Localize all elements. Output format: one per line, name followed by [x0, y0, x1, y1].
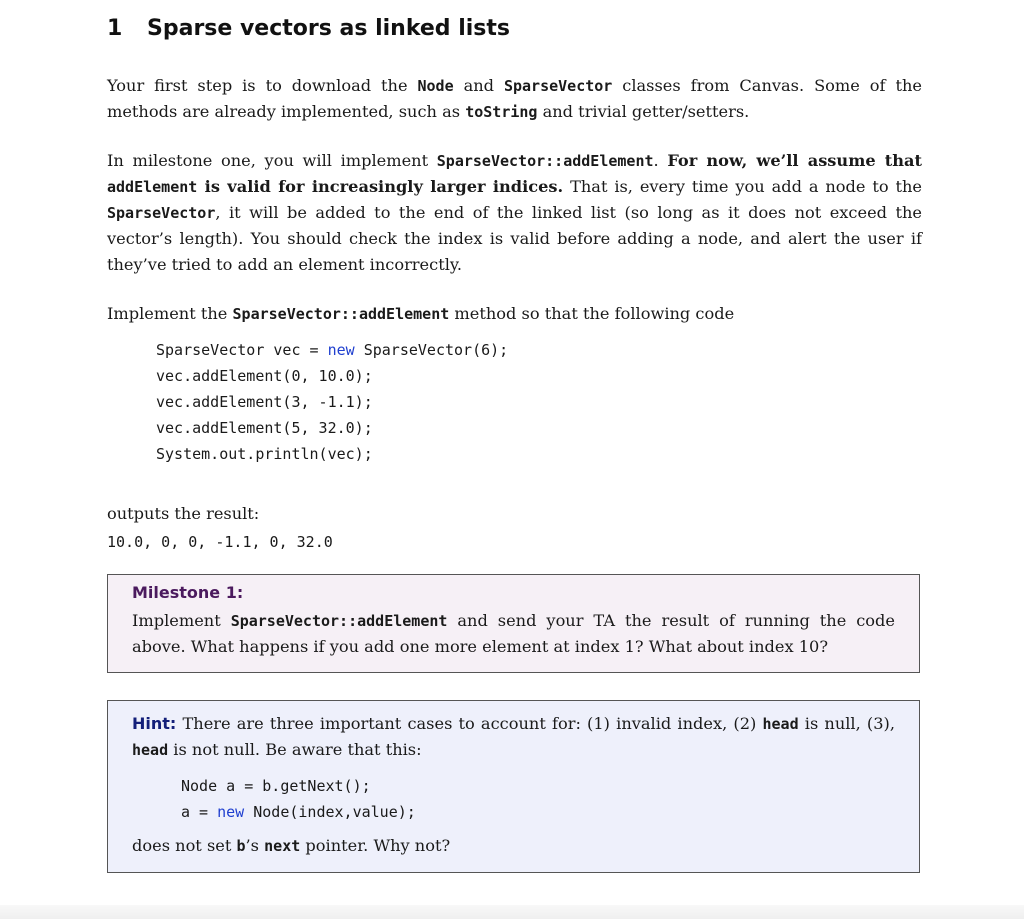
hint-box — [107, 700, 920, 873]
code-line — [181, 799, 895, 825]
hint-text — [132, 711, 895, 763]
text: and trivial getter/setters. — [537, 102, 750, 121]
text: and send your TA the result of running the code above. What happens if you add one more element at index 1? What about index 10? — [132, 611, 895, 656]
text: There are three important cases to account for: (1) invalid index, (2) — [176, 714, 763, 733]
text: is null, (3), — [798, 714, 895, 733]
code-text: SparseVector vec = — [156, 341, 328, 359]
code-head: head — [762, 715, 799, 733]
section-title: Sparse vectors as linked lists — [147, 16, 510, 41]
intro-paragraph — [107, 73, 922, 125]
hint-code-block — [181, 773, 895, 825]
milestone-box — [107, 574, 920, 673]
text: That is, every time you add a node to the — [563, 177, 922, 196]
code-line: vec.addElement(3, -1.1); — [156, 393, 373, 411]
text: is not null. Be aware that this: — [168, 740, 422, 759]
text: Implement — [132, 611, 231, 630]
text: does not set — [132, 836, 237, 855]
code-example-block — [156, 337, 508, 467]
text: classes from Canvas. Some of the methods are already implemented, such as — [107, 76, 922, 121]
code-line — [156, 337, 508, 363]
outputs-label: outputs the result: — [107, 504, 260, 523]
text: pointer. Why not? — [300, 836, 451, 855]
code-line: Node a = b.getNext(); — [181, 777, 371, 795]
hint-closing-text — [132, 833, 895, 859]
text: ’s — [245, 836, 265, 855]
code-node: Node — [417, 77, 454, 95]
milestone-title: Milestone 1: — [132, 583, 244, 602]
code-next: next — [264, 837, 301, 855]
keyword: new — [327, 341, 355, 359]
page-bottom-edge — [0, 905, 1024, 919]
hint-title: Hint: — [132, 714, 177, 733]
code-addelement-method: SparseVector::addElement — [436, 152, 654, 170]
code-sparsevector: SparseVector — [107, 204, 216, 222]
keyword: new — [217, 803, 245, 821]
code-tostring: toString — [465, 103, 538, 121]
bold-text: is valid for increasingly larger indices. — [197, 177, 564, 196]
text: In milestone one, you will implement — [107, 151, 437, 170]
section-number: 1 — [107, 16, 123, 41]
code-text: Node(index,value); — [244, 803, 416, 821]
text: and — [453, 76, 504, 95]
code-line: System.out.println(vec); — [156, 445, 373, 463]
milestone-description-paragraph — [107, 148, 922, 278]
code-line: vec.addElement(0, 10.0); — [156, 367, 373, 385]
milestone-text — [132, 608, 895, 660]
text: Implement the — [107, 304, 233, 323]
code-addelement: addElement — [107, 178, 198, 196]
code-text: a = — [181, 803, 218, 821]
code-line: vec.addElement(5, 32.0); — [156, 419, 373, 437]
code-head: head — [132, 741, 169, 759]
code-b: b — [236, 837, 246, 855]
text: method so that the following code — [449, 304, 735, 323]
code-addelement-method: SparseVector::addElement — [230, 612, 448, 630]
bold-text: For now, we’ll assume that — [667, 151, 922, 170]
implement-paragraph — [107, 301, 922, 327]
code-sparsevector: SparseVector — [503, 77, 613, 95]
output-result: 10.0, 0, 0, -1.1, 0, 32.0 — [107, 533, 333, 551]
code-addelement-method: SparseVector::addElement — [232, 305, 450, 323]
text: Your first step is to download the — [107, 76, 418, 95]
section-heading — [107, 16, 510, 41]
text: . — [653, 151, 668, 170]
text: , it will be added to the end of the linked list (so long as it does not exceed the vector’s length). You should check the index is valid before adding a node, and alert the user if they’ve tried to add an element incorrectly. — [107, 203, 922, 274]
code-text: SparseVector(6); — [354, 341, 509, 359]
